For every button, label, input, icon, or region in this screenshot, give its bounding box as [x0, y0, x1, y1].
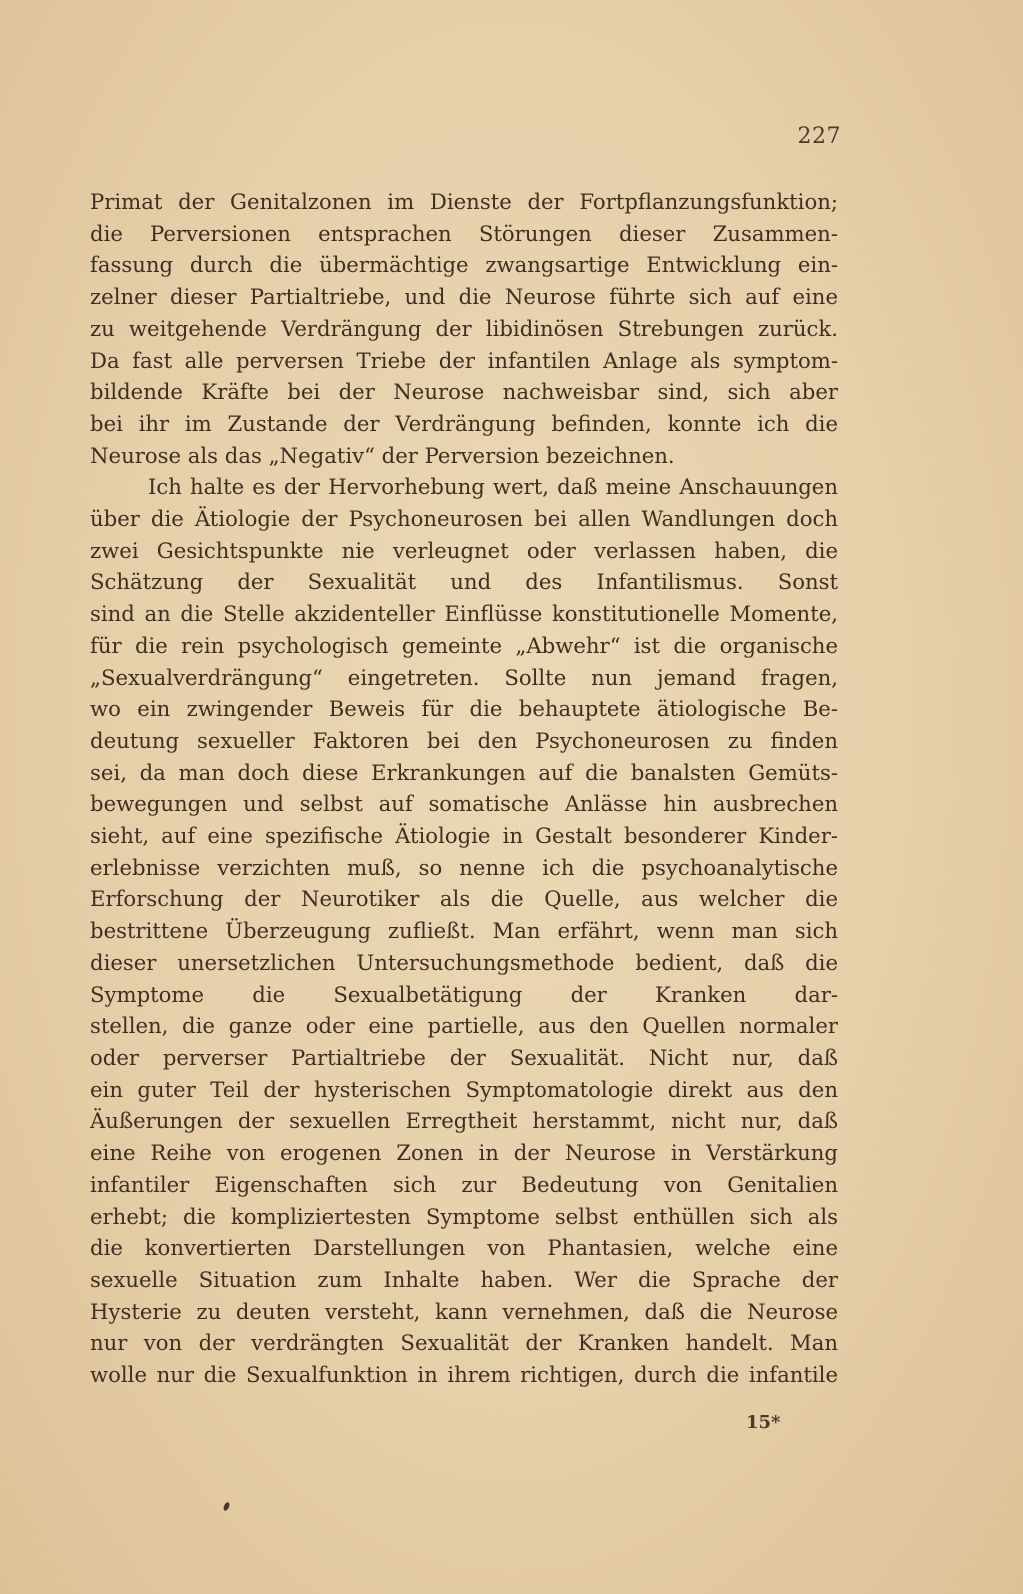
text-line: Hysterie zu deuten versteht, kann vernehmen, daß die Neurose: [90, 1298, 838, 1324]
text-line: Symptome die Sexualbetätigung der Kranken dar-: [90, 981, 838, 1007]
text-line: bestrittene Überzeugung zufließt. Man erfährt, wenn man sich: [90, 918, 838, 944]
text-line: erhebt; die kompliziertesten Symptome selbst enthüllen sich als: [90, 1203, 838, 1229]
text-line: eine Reihe von erogenen Zonen in der Neurose in Verstärkung: [90, 1140, 838, 1166]
text-line: oder perverser Partialtriebe der Sexualität. Nicht nur, daß: [90, 1044, 838, 1070]
text-line: zelner dieser Partialtriebe, und die Neurose führte sich auf eine: [90, 284, 838, 310]
body-text: [90, 186, 838, 1391]
text-line: Primat der Genitalzonen im Dienste der Fortpflanzungsfunktion;: [90, 189, 838, 214]
text-line: sind an die Stelle akzidenteller Einflüsse konstitutionelle Momente,: [90, 601, 838, 627]
text-line: die konvertierten Darstellungen von Phantasien, welche eine: [90, 1235, 838, 1261]
signature-mark: 15*: [746, 1412, 781, 1433]
paragraph-1: [90, 186, 838, 471]
text-line: zwei Gesichtspunkte nie verleugnet oder verlassen haben, die: [90, 537, 838, 563]
text-line: ein guter Teil der hysterischen Symptomatologie direkt aus den: [90, 1076, 838, 1102]
text-line: bewegungen und selbst auf somatische Anlässe hin ausbrechen: [90, 791, 838, 817]
text-line: infantiler Eigenschaften sich zur Bedeutung von Genitalien: [90, 1171, 838, 1197]
text-line: erlebnisse verzichten muß, so nenne ich die psychoanalytische: [90, 854, 838, 880]
text-line: bei ihr im Zustande der Verdrängung befinden, konnte ich die: [90, 410, 838, 436]
text-line: stellen, die ganze oder eine partielle, aus den Quellen normaler: [90, 1013, 838, 1039]
text-line: wo ein zwingender Beweis für die behauptete ätiologische Be-: [90, 696, 838, 722]
text-line: wolle nur die Sexualfunktion in ihrem richtigen, durch die infantile: [90, 1362, 838, 1388]
text-line: für die rein psychologisch gemeinte „Abwehr“ ist die organische: [90, 632, 838, 658]
text-line: Erforschung der Neurotiker als die Quelle, aus welcher die: [90, 886, 838, 912]
text-line: Da fast alle perversen Triebe der infantilen Anlage als symptom-: [90, 347, 838, 373]
text-line: sexuelle Situation zum Inhalte haben. Wer die Sprache der: [90, 1266, 838, 1292]
text-line: sei, da man doch diese Erkrankungen auf die banalsten Gemüts-: [90, 759, 838, 785]
page-number: 227: [797, 124, 841, 149]
text-line: dieser unersetzlichen Untersuchungsmethode bedient, daß die: [90, 949, 838, 975]
text-line: Neurose als das „Negativ“ der Perversion bezeichnen.: [90, 442, 675, 468]
text-line: fassung durch die übermächtige zwangsartige Entwicklung ein-: [90, 252, 838, 278]
text-line: Schätzung der Sexualität und des Infantilismus. Sonst: [90, 569, 838, 595]
text-line: die Perversionen entsprachen Störungen dieser Zusammen-: [90, 220, 838, 246]
ink-speck: [222, 1501, 230, 1511]
text-line: Äußerungen der sexuellen Erregtheit herstammt, nicht nur, daß: [90, 1108, 838, 1134]
text-line: deutung sexueller Faktoren bei den Psychoneurosen zu finden: [90, 727, 838, 753]
text-line: bildende Kräfte bei der Neurose nachweisbar sind, sich aber: [90, 379, 838, 405]
text-line: über die Ätiologie der Psychoneurosen bei allen Wandlungen doch: [90, 506, 838, 532]
text-line: sieht, auf eine spezifische Ätiologie in Gestalt besonderer Kinder-: [90, 823, 838, 849]
text-line: nur von der verdrängten Sexualität der Kranken handelt. Man: [90, 1330, 838, 1356]
text-line: zu weitgehende Verdrängung der libidinösen Strebungen zurück.: [90, 315, 838, 341]
text-line: Ich halte es der Hervorhebung wert, daß meine Anschauungen: [148, 474, 838, 500]
paragraph-2: [90, 471, 838, 1390]
text-line: „Sexualverdrängung“ eingetreten. Sollte nun jemand fragen,: [90, 664, 838, 690]
